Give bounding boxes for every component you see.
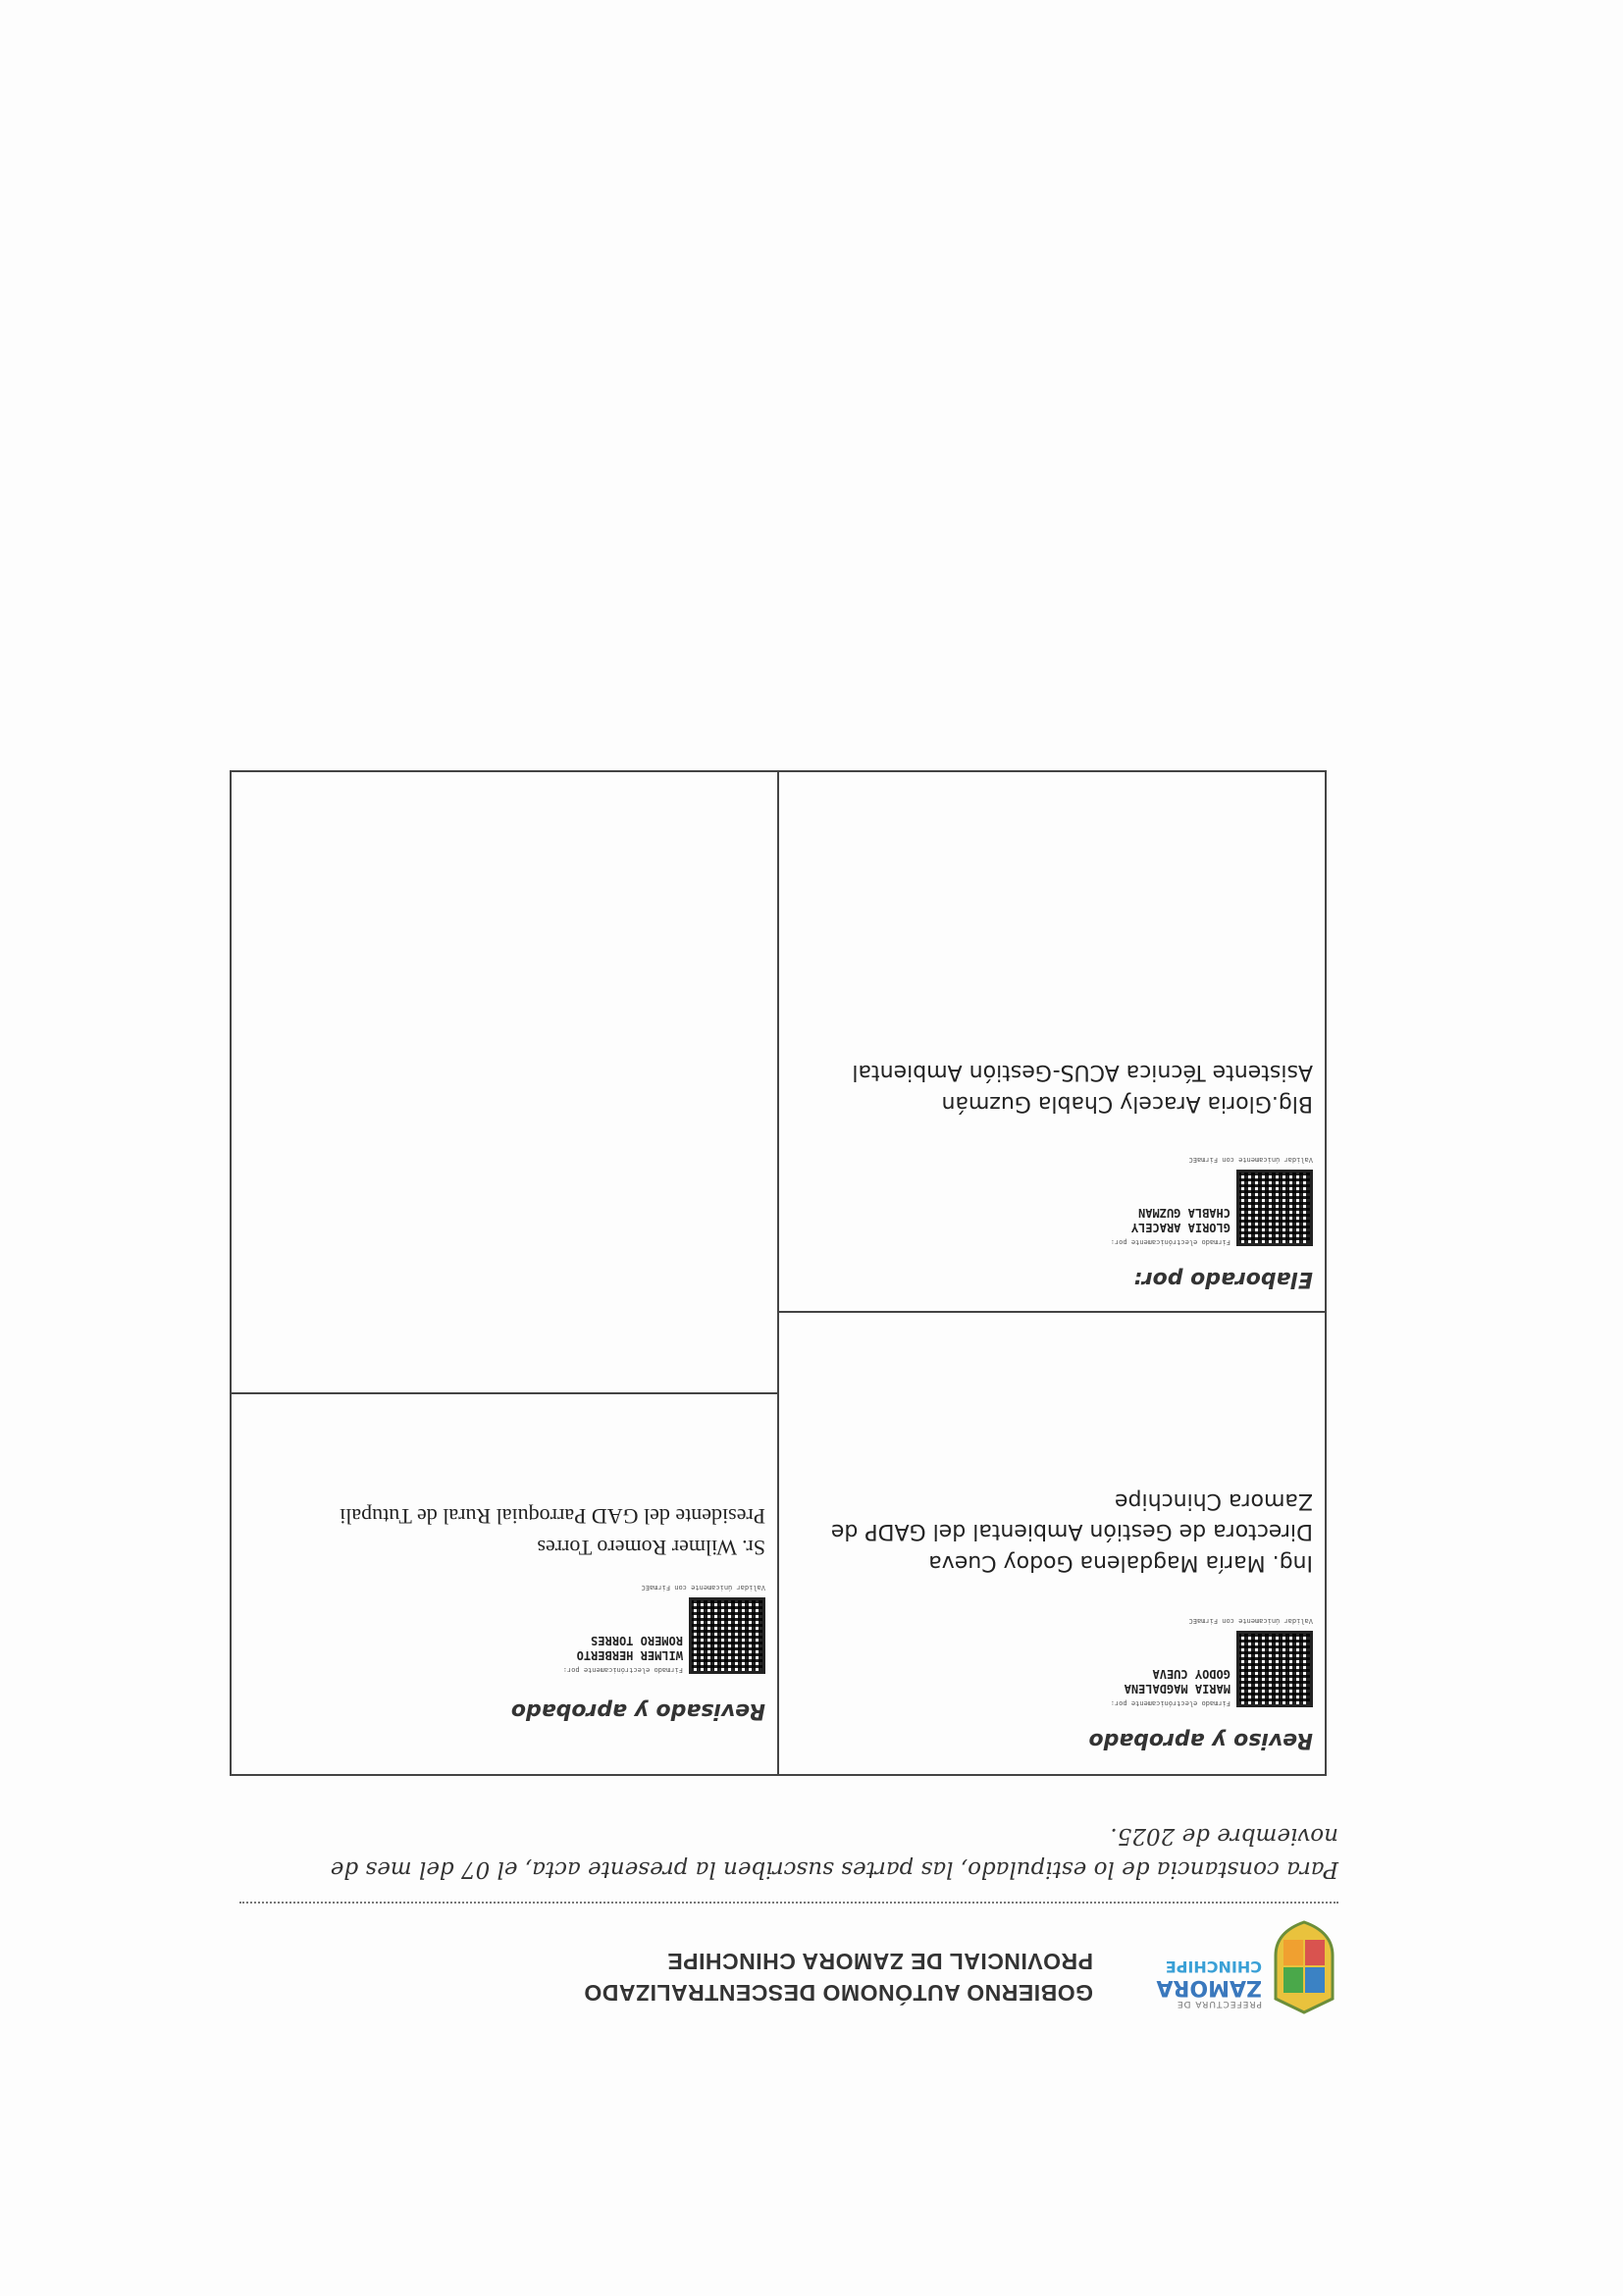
- brand-wordmark: [1125, 1957, 1262, 2009]
- signature-table: [230, 770, 1327, 1776]
- validate-note: Validar únicamente con FirmaEC: [641, 1584, 765, 1592]
- revisado-signature: [550, 1581, 765, 1674]
- validate-note: Validar únicamente con FirmaEC: [1188, 1156, 1313, 1164]
- org-line-1: GOBIERNO AUTÓNOMO DESCENTRALIZADO: [583, 1980, 1093, 2006]
- document-header: [239, 1899, 1338, 2026]
- prefecture-logo-icon: [1270, 1918, 1338, 2016]
- qr-code-icon: [1236, 1170, 1313, 1246]
- reviso-title: Reviso y aprobado: [1088, 1728, 1313, 1752]
- elaborado-title: Elaborado por:: [1132, 1267, 1313, 1291]
- brand-small-text: PREFECTURA DE: [1176, 1999, 1262, 2009]
- brand-name: ZAMORA: [1156, 1975, 1262, 2000]
- elaborado-person-name: Blg.Gloria Aracely Chabla Guzmán: [941, 1091, 1313, 1116]
- reviso-person-name: Ing. María Magdalena Godoy Cueva: [928, 1550, 1313, 1575]
- signer-name: WILMER HERBERTO ROMERO TORRES: [576, 1634, 683, 1662]
- signed-by-label: Firmado electrónicamente por:: [1110, 1238, 1230, 1246]
- validate-note: Validar únicamente con FirmaEC: [1188, 1617, 1313, 1625]
- closing-statement: Para constancia de lo estipulado, las partes suscriben la presente acta, el 07 del mes de noviembre de 2025.: [330, 1823, 1338, 1882]
- revisado-person-role: Presidente del GAD Parroquial Rural de Tutupali: [340, 1504, 765, 1529]
- reviso-signature: [1097, 1614, 1313, 1707]
- elaborado-signature: [1097, 1153, 1313, 1246]
- header-divider: [239, 1902, 1338, 1904]
- reviso-person-role: Directora de Gestión Ambiental del GADP de Zamora Chinchipe: [830, 1488, 1313, 1543]
- signed-by-label: Firmado electrónicamente por:: [1110, 1699, 1230, 1707]
- table-divider-left: [779, 1311, 1325, 1313]
- qr-code-icon: [689, 1597, 765, 1674]
- revisado-person-name: Sr. Wilmer Romero Torres: [537, 1536, 765, 1560]
- revisado-title: Revisado y aprobado: [510, 1698, 765, 1723]
- signed-by-label: Firmado electrónicamente por:: [562, 1666, 683, 1674]
- signer-name: GLORIA ARACELY CHABLA GUZMAN: [1130, 1206, 1230, 1234]
- brand-sub: CHINCHIPE: [1165, 1957, 1262, 1976]
- elaborado-person-role: Asistente Técnica ACUS-Gestión Ambiental: [852, 1060, 1313, 1084]
- qr-code-icon: [1236, 1631, 1313, 1707]
- table-vertical-divider: [777, 770, 779, 1774]
- table-divider-right: [230, 1392, 779, 1394]
- org-line-2: PROVINCIAL DE ZAMORA CHINCHIPE: [666, 1949, 1093, 1974]
- organization-name: [406, 1946, 1093, 2009]
- signer-name: MARIA MAGDALENA GODOY CUEVA: [1124, 1667, 1230, 1696]
